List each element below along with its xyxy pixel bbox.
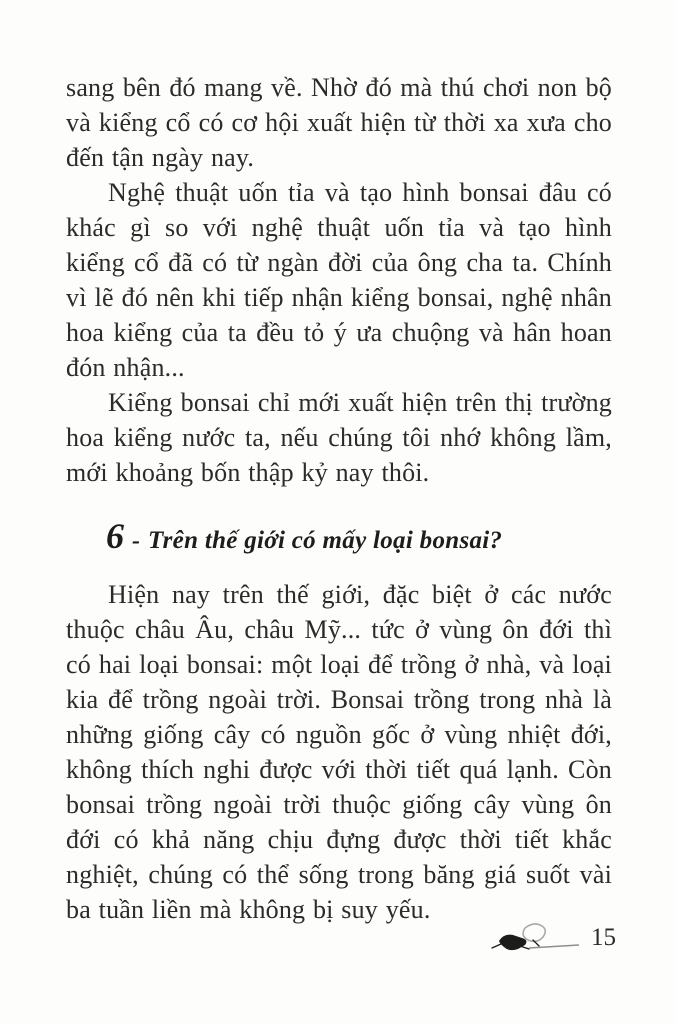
ink-sketch-icon xyxy=(489,918,581,954)
paragraph-bonsai-types: Hiện nay trên thế giới, đặc biệt ở các nước thuộc châu Âu, châu Mỹ... tức ở vùng ôn đới thì có hai loại bonsai: một loại để trồng ở nhà, và loại kia để trồng ngoài trời. Bonsai trồng trong nhà là những giống cây có nguồn gốc ở vùng nhiệt đới, không thích nghi được với thời tiết quá lạnh. Còn bonsai trồng ngoài trời thuộc giống cây vùng ôn đới có khả năng chịu đựng được thời tiết khắc nghiệt, chúng có thể sống trong băng giá suốt vài ba tuần liền mà không bị suy yếu. xyxy=(66,580,612,924)
section-heading xyxy=(106,516,612,561)
section-number: 6 xyxy=(106,516,124,556)
paragraph-art-comparison: Nghệ thuật uốn tỉa và tạo hình bonsai đâu có khác gì so với nghệ thuật uốn tỉa và tạo hình kiểng cổ đã có từ ngàn đời của ông cha ta. Chính vì lẽ đó nên khi tiếp nhận kiểng bonsai, nghệ nhân hoa kiểng của ta đều tỏ ý ưa chuộng và hân hoan đón nhận... xyxy=(66,178,612,382)
page-number: 15 xyxy=(591,924,616,951)
paragraph-continuation: sang bên đó mang về. Nhờ đó mà thú chơi non bộ và kiểng cổ có cơ hội xuất hiện từ thời xa xưa cho đến tận ngày nay. xyxy=(66,73,612,172)
paragraph-market-history: Kiểng bonsai chỉ mới xuất hiện trên thị trường hoa kiểng nước ta, nếu chúng tôi nhớ không lầm, mới khoảng bốn thập kỷ nay thôi. xyxy=(66,388,612,487)
section-title: Trên thế giới có mấy loại bonsai? xyxy=(148,527,503,554)
page-footer xyxy=(489,918,616,954)
text-block xyxy=(66,70,612,927)
section-separator: - xyxy=(132,528,140,554)
